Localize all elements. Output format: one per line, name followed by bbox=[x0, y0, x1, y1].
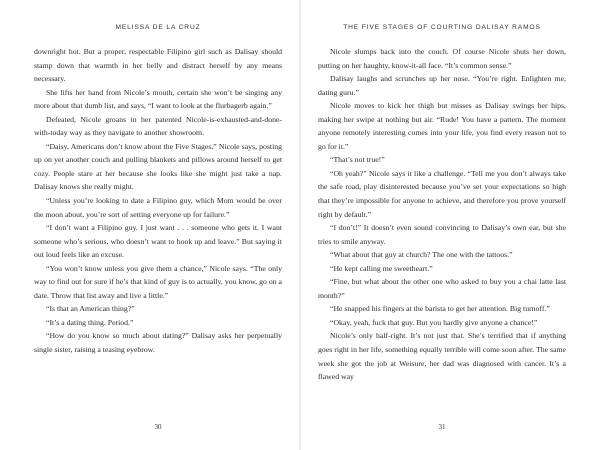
right-paragraph-2: Dalisay laughs and scrunches up her nose. “You’re right. Enlighten me, dating guru.” bbox=[318, 74, 566, 97]
right-paragraph-1: Nicole slumps back into the couch. Of course Nicole shuts her down, putting on her haughty, know-it-all face. “It’s common sense.” bbox=[318, 47, 566, 70]
left-paragraph-2: She lifts her hand from Nicole’s mouth, certain she won’t be singing any more about that dumb list, and says, “I want to look at the flurbagerb again.” bbox=[34, 87, 282, 111]
right-paragraph-10: “He snapped his fingers at the barista to get her attention. Big turnoff.” bbox=[330, 304, 550, 314]
left-paragraph-4: “Daisy, Americans don’t know about the Five Stages,” Nicole says, posting up on yet another couch and pulling blankets and pillows around herself to get cozy. People stare at her because she looks like she might just take a nap. Dalisay knows she really might. bbox=[34, 141, 282, 192]
book-gutter bbox=[299, 0, 301, 450]
right-page bbox=[300, 0, 600, 450]
left-running-head: MELISSA DE LA CRUZ bbox=[115, 24, 201, 31]
left-paragraph-5: “Unless you’re looking to date a Filipino guy, which Mom would be over the moon about, you’re sort of setting everyone up for failure.” bbox=[34, 196, 282, 219]
left-page-text bbox=[34, 45, 282, 357]
left-paragraph-9: “It’s a dating thing. Period.” bbox=[46, 317, 134, 327]
right-paragraph-9: “Fine, but what about the other one who asked to buy you a chai latte last month?” bbox=[318, 277, 566, 300]
left-paragraph-10: “How do you know so much about dating?” Dalisay asks her perpetually single sister, raising a teasing eyebrow. bbox=[34, 331, 282, 355]
right-paragraph-5: “Oh yeah?” Nicole says it like a challenge. “Tell me you don’t always take the safe road, play disinterested because you’ve set your expectations so high that they’re impossible for anyone to achieve, and therefore you prove yourself right by default.” bbox=[318, 168, 566, 219]
left-page-number: 30 bbox=[154, 423, 162, 431]
right-page-number: 31 bbox=[438, 423, 446, 431]
right-paragraph-11: “Okay, yeah, fuck that guy. But you hardly give anyone a chance!” bbox=[330, 317, 538, 327]
left-paragraph-6: “I don’t want a Filipino guy. I just want . . . someone who gets it. I want someone who’s serious, who doesn’t want to hook up and leave.” But saying it out loud feels like an excuse. bbox=[34, 223, 282, 260]
right-page-text bbox=[318, 45, 566, 384]
right-paragraph-4: “That’s not true!” bbox=[330, 155, 385, 165]
right-paragraph-6: “I don’t!” It doesn’t even sound convincing to Dalisay’s own ear, but she tries to smile anyway. bbox=[318, 223, 566, 246]
right-paragraph-3: Nicole moves to kick her thigh but misses as Dalisay swings her hips, making her swipe at nothing but air. “Rude! You have a pattern. The moment anyone remotely interesting comes into your life, you find every reason not to go for it.” bbox=[318, 101, 566, 151]
left-paragraph-1: downright hot. But a proper, respectable Filipino girl such as Dalisay should stamp down that warmth in her belly and distract herself by any means necessary. bbox=[34, 47, 282, 84]
right-running-head: THE FIVE STAGES OF COURTING DALISAY RAMOS bbox=[343, 24, 541, 31]
left-paragraph-8: “Is that an American thing?” bbox=[46, 304, 135, 314]
left-paragraph-7: “You won’t know unless you give them a chance,” Nicole says. “The only way to find out for sure if he’s that kind of guy is to actually, you know, go on a date. Throw that list away and live a little.” bbox=[34, 263, 282, 300]
left-paragraph-3: Defeated, Nicole groans in her patented Nicole-is-exhausted-and-done-with-today way as they navigate to another showroom. bbox=[34, 114, 282, 138]
right-paragraph-12: Nicole’s only half-right. It’s not just that. She’s terrified that if anything goes right in her life, something equally terrible will come soon after. The same week she got the job at Weisure, her dad was diagnosed with cancer. It’s a flawed way bbox=[318, 331, 566, 382]
right-paragraph-7: “What about that guy at church? The one with the tattoos.” bbox=[330, 250, 513, 260]
right-paragraph-8: “He kept calling me sweetheart.” bbox=[330, 263, 433, 273]
